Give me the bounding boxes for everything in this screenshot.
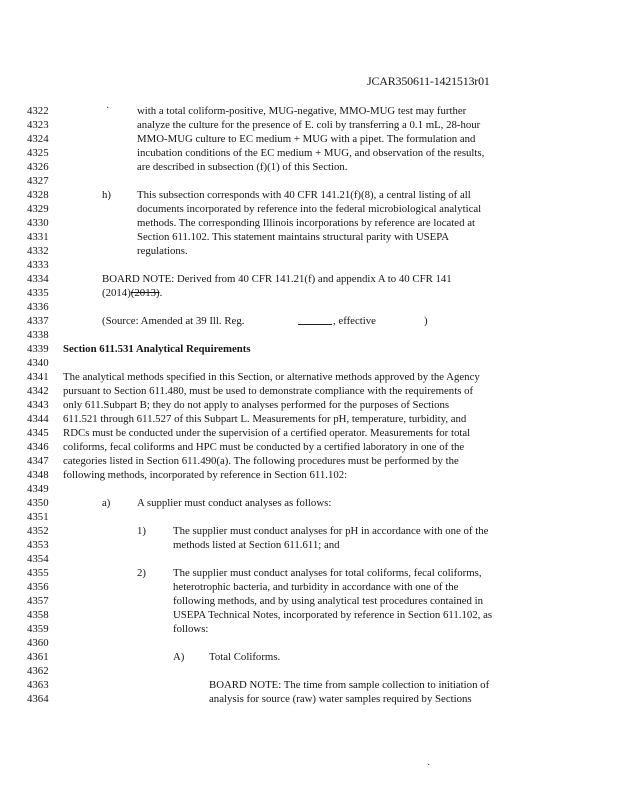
line-number: 4333 — [27, 259, 49, 271]
line-number: 4341 — [27, 371, 49, 383]
line-4341 — [27, 370, 612, 384]
line-4352 — [27, 524, 612, 538]
line-text: pursuant to Section 611.480, must be used to demonstrate compliance with the requirements of — [63, 385, 474, 397]
line-text: only 611.Subpart B; they do not apply to analyses performed for the purposes of Sections — [63, 399, 450, 411]
line-text: following methods, incorporated by reference in Section 611.102: — [63, 469, 348, 481]
line-4329 — [27, 202, 612, 216]
line-4355 — [27, 566, 612, 580]
line-4345 — [27, 426, 612, 440]
line-number: 4340 — [27, 357, 49, 369]
line-number: 4361 — [27, 651, 49, 663]
line-number: 4348 — [27, 469, 49, 481]
line-number: 4351 — [27, 511, 49, 523]
source-note-a: (Source: Amended at 39 Ill. Reg. — [102, 315, 245, 327]
subsection-label: 1) — [137, 525, 146, 537]
line-4325 — [27, 146, 612, 160]
line-text: methods. The corresponding Illinois incorporations by reference are located at — [137, 217, 475, 229]
line-4333 — [27, 258, 612, 272]
deleted-year: (2013) — [130, 287, 160, 299]
line-4349 — [27, 482, 612, 496]
line-4322 — [27, 104, 612, 118]
line-4331 — [27, 230, 612, 244]
line-number: 4347 — [27, 455, 49, 467]
line-text: A supplier must conduct analyses as follows: — [137, 497, 332, 509]
line-number: 4342 — [27, 385, 49, 397]
line-number: 4352 — [27, 525, 49, 537]
line-number: 4363 — [27, 679, 49, 691]
line-4332 — [27, 244, 612, 258]
line-number: 4334 — [27, 273, 49, 285]
line-number: 4364 — [27, 693, 49, 705]
line-text: The analytical methods specified in this Section, or alternative methods approved by the Agency — [63, 371, 480, 383]
line-number: 4359 — [27, 623, 49, 635]
line-number: 4344 — [27, 413, 49, 425]
line-number: 4346 — [27, 441, 49, 453]
source-note-c: ) — [424, 315, 428, 327]
subsection-label: a) — [102, 497, 111, 509]
line-number: 4339 — [27, 343, 49, 355]
line-number: 4328 — [27, 189, 49, 201]
line-number: 4324 — [27, 133, 49, 145]
line-4327 — [27, 174, 612, 188]
line-4358 — [27, 608, 612, 622]
line-4323 — [27, 118, 612, 132]
line-text: Section 611.102. This statement maintains structural parity with USEPA — [137, 231, 450, 243]
line-4357 — [27, 594, 612, 608]
source-note-b: , effective — [333, 315, 376, 327]
line-text: BOARD NOTE: Derived from 40 CFR 141.21(f) and appendix A to 40 CFR 141 — [102, 273, 452, 285]
line-number: 4358 — [27, 609, 49, 621]
subsection-label: A) — [173, 651, 185, 663]
line-text: categories listed in Section 611.490(a). The following procedures must be performed by the — [63, 455, 459, 467]
line-text: coliforms, fecal coliforms and HPC must be conducted by a certified laboratory in one of the — [63, 441, 465, 453]
line-4354 — [27, 552, 612, 566]
line-number: 4337 — [27, 315, 49, 327]
line-tail: . — [159, 287, 163, 299]
line-4347 — [27, 454, 612, 468]
line-4363 — [27, 678, 612, 692]
line-text: methods listed at Section 611.611; and — [173, 539, 340, 551]
line-4336 — [27, 300, 612, 314]
blank-line — [298, 315, 332, 325]
line-text: RDCs must be conducted under the supervision of a certified operator. Measurements for total — [63, 427, 471, 439]
line-4335 — [27, 286, 612, 300]
section-heading: Section 611.531 Analytical Requirements — [63, 343, 251, 355]
line-4364 — [27, 692, 612, 706]
line-text: regulations. — [137, 245, 188, 257]
line-4338 — [27, 328, 612, 342]
line-4361 — [27, 650, 612, 664]
line-4362 — [27, 664, 612, 678]
line-4324 — [27, 132, 612, 146]
line-number: 4362 — [27, 665, 49, 677]
line-number: 4343 — [27, 399, 49, 411]
line-text: The supplier must conduct analyses for pH in accordance with one of the — [173, 525, 489, 537]
line-number: 4360 — [27, 637, 49, 649]
line-text: BOARD NOTE: The time from sample collection to initiation of — [209, 679, 490, 691]
line-text: heterotrophic bacteria, and turbidity in accordance with one of the — [173, 581, 459, 593]
line-number: 4356 — [27, 581, 49, 593]
line-4343 — [27, 398, 612, 412]
line-number: 4349 — [27, 483, 49, 495]
line-4342 — [27, 384, 612, 398]
line-text: This subsection corresponds with 40 CFR 141.21(f)(8), a central listing of all — [137, 189, 471, 201]
line-4350 — [27, 496, 612, 510]
line-number: 4322 — [27, 105, 49, 117]
line-number: 4357 — [27, 595, 49, 607]
line-4340 — [27, 356, 612, 370]
line-number: 4353 — [27, 539, 49, 551]
line-4344 — [27, 412, 612, 426]
line-4334 — [27, 272, 612, 286]
document-id-header: JCAR350611-1421513r01 — [367, 74, 490, 88]
line-4348 — [27, 468, 612, 482]
line-number: 4345 — [27, 427, 49, 439]
line-4356 — [27, 580, 612, 594]
line-4353 — [27, 538, 612, 552]
line-4326 — [27, 160, 612, 174]
line-4360 — [27, 636, 612, 650]
line-text: MMO-MUG culture to EC medium + MUG with a pipet. The formulation and — [137, 133, 476, 145]
line-text: documents incorporated by reference into the federal microbiological analytical — [137, 203, 482, 215]
line-4346 — [27, 440, 612, 454]
line-text — [102, 286, 162, 300]
line-text: following methods, and by using analytical test procedures contained in — [173, 595, 484, 607]
line-number: 4336 — [27, 301, 49, 313]
line-number: 4323 — [27, 119, 49, 131]
line-text: analysis for source (raw) water samples required by Sections — [209, 693, 472, 705]
line-4330 — [27, 216, 612, 230]
line-number: 4332 — [27, 245, 49, 257]
line-text: Total Coliforms. — [209, 651, 281, 663]
line-4337 — [27, 314, 612, 328]
stray-mark: · — [106, 103, 110, 114]
line-number: 4326 — [27, 161, 49, 173]
line-number: 4355 — [27, 567, 49, 579]
line-number: 4327 — [27, 175, 49, 187]
line-4351 — [27, 510, 612, 524]
line-number: 4329 — [27, 203, 49, 215]
stray-mark: · — [427, 760, 431, 771]
line-text: The supplier must conduct analyses for total coliforms, fecal coliforms, — [173, 567, 482, 579]
line-number: 4350 — [27, 497, 49, 509]
line-text: analyze the culture for the presence of E. coli by transferring a 0.1 mL, 28-hour — [137, 119, 481, 131]
line-4328 — [27, 188, 612, 202]
subsection-label: 2) — [137, 567, 146, 579]
line-text: follows: — [173, 623, 209, 635]
line-4339 — [27, 342, 612, 356]
line-text: 611.521 through 611.527 of this Subpart L. Measurements for pH, temperature, turbidity, and — [63, 413, 467, 425]
line-number: 4331 — [27, 231, 49, 243]
line-4359 — [27, 622, 612, 636]
line-text: USEPA Technical Notes, incorporated by reference in Section 611.102, as — [173, 609, 493, 621]
line-number: 4330 — [27, 217, 49, 229]
line-text: with a total coliform-positive, MUG-negative, MMO-MUG test may further — [137, 105, 467, 117]
line-text: incubation conditions of the EC medium + MUG, and observation of the results, — [137, 147, 485, 159]
line-number: 4354 — [27, 553, 49, 565]
line-number: 4338 — [27, 329, 49, 341]
subsection-label: h) — [102, 189, 111, 201]
line-text: are described in subsection (f)(1) of this Section. — [137, 161, 348, 173]
line-number: 4325 — [27, 147, 49, 159]
inserted-year: (2014) — [102, 287, 131, 299]
line-number: 4335 — [27, 287, 49, 299]
